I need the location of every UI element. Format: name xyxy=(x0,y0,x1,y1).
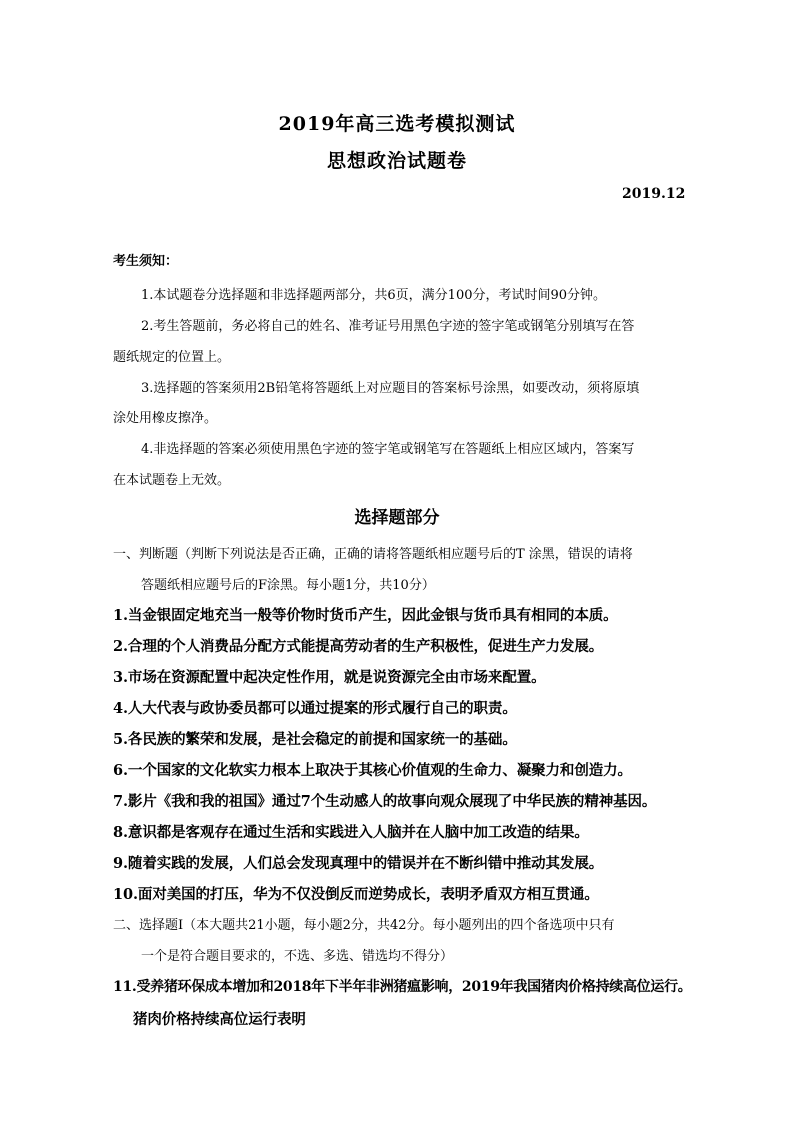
question-7: 7.影片《我和我的祖国》通过7个生动感人的故事向观众展现了中华民族的精神基因。 xyxy=(113,793,657,810)
notice-item: 涂处用橡皮擦净。 xyxy=(113,411,218,426)
notice-item: 1.本试题卷分选择题和非选择题两部分，共6页，满分100分，考试时间90分钟。 xyxy=(141,288,607,303)
question-8: 8.意识都是客观存在通过生活和实践进入人脑并在人脑中加工改造的结果。 xyxy=(113,824,589,841)
question-3: 3.市场在资源配置中起决定性作用，就是说资源完全由市场来配置。 xyxy=(113,669,546,686)
question-10: 10.面对美国的打压，华为不仅没倒反而逆势成长，表明矛盾双方相互贯通。 xyxy=(113,886,599,903)
notice-item: 3.选择题的答案须用2B铅笔将答题纸上对应题目的答案标号涂黑，如要改动，须将原填 xyxy=(141,381,640,396)
part2-heading: 二、选择题Ⅰ（本大题共21小题，每小题2分，共42分。每小题列出的四个备选项中只有 xyxy=(113,918,615,933)
question-4: 4.人大代表与政协委员都可以通过提案的形式履行自己的职责。 xyxy=(113,700,517,717)
part1-heading-cont: 答题纸相应题号后的F涂黑。每小题1分，共10分） xyxy=(141,578,435,593)
notice-heading: 考生须知： xyxy=(113,254,179,269)
exam-date: 2019.12 xyxy=(622,186,686,202)
question-11: 11.受养猪环保成本增加和2018年下半年非洲猪瘟影响，2019年我国猪肉价格持续高位运行。 xyxy=(113,979,692,995)
question-9: 9.随着实践的发展，人们总会发现真理中的错误并在不断纠错中推动其发展。 xyxy=(113,855,604,872)
question-11-cont: 猪肉价格持续高位运行表明 xyxy=(133,1011,306,1028)
question-5: 5.各民族的繁荣和发展，是社会稳定的前提和国家统一的基础。 xyxy=(113,731,517,748)
notice-item: 题纸规定的位置上。 xyxy=(113,350,231,365)
part2-heading-cont: 一个是符合题目要求的，不选、多选、错选均不得分） xyxy=(141,949,454,964)
section-title: 选择题部分 xyxy=(354,508,440,528)
exam-subtitle: 思想政治试题卷 xyxy=(326,150,467,172)
question-6: 6.一个国家的文化软实力根本上取决于其核心价值观的生命力、凝聚力和创造力。 xyxy=(113,762,632,779)
question-2: 2.合理的个人消费品分配方式能提高劳动者的生产积极性，促进生产力发展。 xyxy=(113,638,604,655)
notice-item: 4.非选择题的答案必须使用黑色字迹的签字笔或钢笔写在答题纸上相应区域内，答案写 xyxy=(141,442,635,457)
exam-title: 2019年高三选考模拟测试 xyxy=(278,113,516,135)
question-1: 1.当金银固定地充当一般等价物时货币产生，因此金银与货币具有相同的本质。 xyxy=(113,607,618,624)
notice-item: 2.考生答题前，务必将自己的姓名、准考证号用黑色字迹的签字笔或钢笔分别填写在答 xyxy=(141,319,635,334)
part1-heading: 一、判断题（判断下列说法是否正确，正确的请将答题纸相应题号后的T 涂黑，错误的请将 xyxy=(113,547,633,562)
notice-item: 在本试题卷上无效。 xyxy=(113,473,231,488)
